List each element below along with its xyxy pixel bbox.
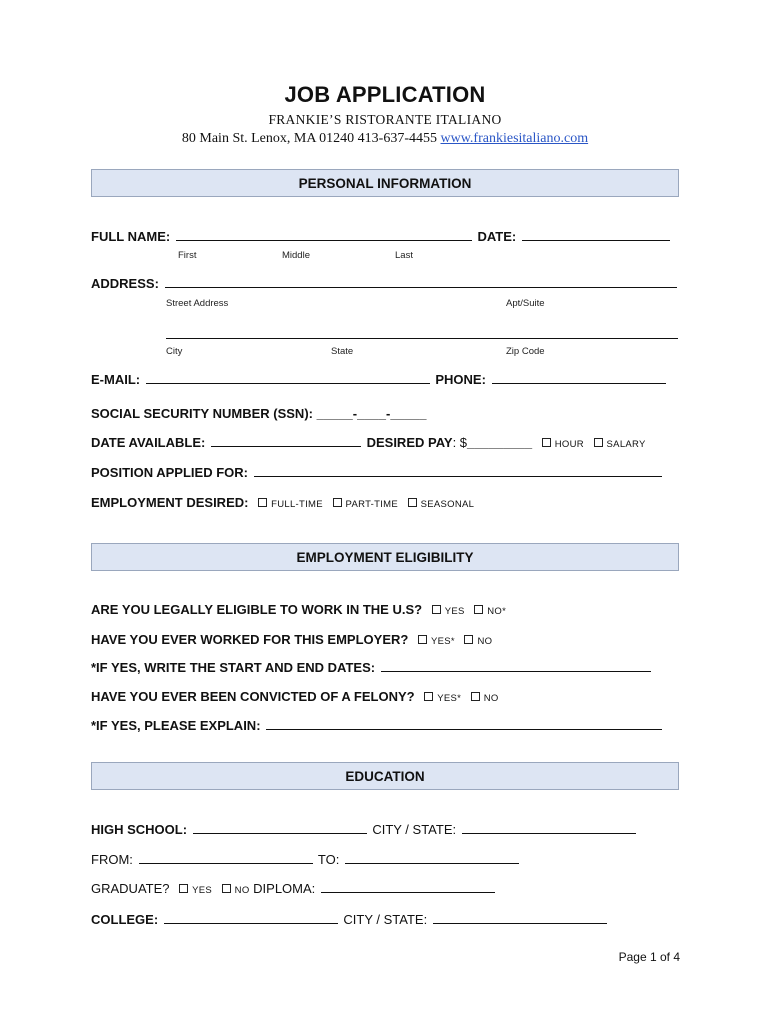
email-row [91, 372, 668, 387]
phone-field[interactable] [492, 372, 666, 384]
address-label: ADDRESS: [91, 276, 159, 291]
full-time-checkbox[interactable] [258, 498, 267, 507]
college-field[interactable] [164, 912, 338, 924]
full-name-row [91, 229, 672, 244]
email-field[interactable] [146, 372, 430, 384]
graduate-row [91, 881, 497, 896]
seasonal-checkbox[interactable] [408, 498, 417, 507]
felony-yes-checkbox[interactable] [424, 692, 433, 701]
date-field[interactable] [522, 229, 670, 241]
start-end-dates-field[interactable] [381, 660, 651, 672]
felony-yes-option: YES* [437, 693, 462, 704]
worked-no-option: NO [477, 636, 493, 647]
worked-before-question: HAVE YOU EVER WORKED FOR THIS EMPLOYER? [91, 632, 409, 647]
zip-caption: Zip Code [506, 346, 545, 357]
address-row [91, 276, 679, 291]
high-school-row [91, 822, 638, 837]
diploma-field[interactable] [321, 881, 495, 893]
employment-desired-row [91, 495, 474, 510]
graduate-no-option: NO [234, 885, 250, 896]
from-to-row [91, 852, 521, 867]
high-school-field[interactable] [193, 822, 367, 834]
eligibility-q5-row [91, 718, 664, 733]
diploma-label: DIPLOMA: [253, 881, 316, 896]
college-city-state-label: CITY / STATE: [343, 912, 428, 927]
eligible-yes-checkbox[interactable] [432, 605, 441, 614]
eligibility-q1-row [91, 602, 506, 617]
part-time-option: PART-TIME [345, 499, 399, 510]
website-link[interactable]: www.frankiesitaliano.com [440, 131, 589, 146]
to-field[interactable] [345, 852, 519, 864]
full-time-option: FULL-TIME [271, 499, 323, 510]
street-caption: Street Address [166, 298, 229, 309]
street-address-field[interactable] [165, 276, 677, 288]
eligible-no-option: NO* [487, 606, 507, 617]
college-label: COLLEGE: [91, 912, 159, 927]
eligibility-q2-row [91, 632, 492, 647]
hour-checkbox[interactable] [542, 438, 551, 447]
company-address [0, 131, 770, 147]
date-available-label: DATE AVAILABLE: [91, 435, 206, 450]
email-label: E-MAIL: [91, 372, 141, 387]
middle-name-caption: Middle [282, 250, 310, 261]
position-field[interactable] [254, 465, 662, 477]
section-personal-information: PERSONAL INFORMATION [91, 169, 679, 197]
part-time-checkbox[interactable] [333, 498, 342, 507]
graduate-label: GRADUATE? [91, 881, 170, 896]
section-education: EDUCATION [91, 762, 679, 790]
salary-option: SALARY [606, 439, 646, 450]
eligible-yes-option: YES [444, 606, 465, 617]
page-title: JOB APPLICATION [284, 82, 486, 107]
last-name-caption: Last [395, 250, 413, 261]
felony-no-option: NO [483, 693, 499, 704]
college-row [91, 912, 609, 927]
worked-yes-checkbox[interactable] [418, 635, 427, 644]
position-label: POSITION APPLIED FOR: [91, 465, 248, 480]
page-number: Page 1 of 4 [618, 950, 680, 964]
graduate-yes-checkbox[interactable] [179, 884, 188, 893]
full-name-label: FULL NAME: [91, 229, 171, 244]
legally-eligible-question: ARE YOU LEGALLY ELIGIBLE TO WORK IN THE U.S? [91, 602, 423, 617]
felony-question: HAVE YOU EVER BEEN CONVICTED OF A FELONY? [91, 689, 415, 704]
date-available-field[interactable] [211, 435, 361, 447]
phone-label: PHONE: [435, 372, 486, 387]
desired-pay-label: DESIRED PAY [366, 435, 453, 450]
graduate-no-checkbox[interactable] [222, 884, 231, 893]
to-label: TO: [317, 852, 340, 867]
availability-row [91, 435, 646, 450]
ssn-field[interactable]: _____-____-_____ [316, 406, 427, 421]
felony-no-checkbox[interactable] [471, 692, 480, 701]
hs-city-state-field[interactable] [462, 822, 636, 834]
worked-yes-option: YES* [430, 636, 455, 647]
state-caption: State [331, 346, 354, 357]
from-field[interactable] [139, 852, 313, 864]
ssn-row [91, 406, 427, 421]
eligibility-q3-row [91, 660, 653, 675]
college-city-state-field[interactable] [433, 912, 607, 924]
salary-checkbox[interactable] [594, 438, 603, 447]
company-name: FRANKIE’S RISTORANTE ITALIANO [268, 112, 502, 127]
position-row [91, 465, 664, 480]
explain-field[interactable] [266, 718, 662, 730]
worked-no-checkbox[interactable] [464, 635, 473, 644]
desired-pay-field[interactable]: _________ [467, 435, 533, 450]
start-end-dates-label: *IF YES, WRITE THE START AND END DATES: [91, 660, 376, 675]
graduate-yes-option: YES [192, 885, 213, 896]
address-text: 80 Main St. Lenox, MA 01240 413-637-4455 [181, 131, 437, 146]
eligible-no-checkbox[interactable] [474, 605, 483, 614]
first-name-caption: First [178, 250, 197, 261]
city-state-zip-field[interactable] [166, 327, 678, 339]
apt-caption: Apt/Suite [506, 298, 545, 309]
hs-city-state-label: CITY / STATE: [372, 822, 457, 837]
desired-pay-colon: : $ [452, 435, 468, 450]
from-label: FROM: [91, 852, 133, 867]
high-school-label: HIGH SCHOOL: [91, 822, 188, 837]
city-caption: City [166, 346, 183, 357]
ssn-label: SOCIAL SECURITY NUMBER (SSN): [91, 406, 313, 421]
section-employment-eligibility: EMPLOYMENT ELIGIBILITY [91, 543, 679, 571]
date-label: DATE: [477, 229, 517, 244]
full-name-field[interactable] [176, 229, 472, 241]
explain-label: *IF YES, PLEASE EXPLAIN: [91, 718, 261, 733]
employment-desired-label: EMPLOYMENT DESIRED: [91, 495, 249, 510]
hour-option: HOUR [554, 439, 584, 450]
seasonal-option: SEASONAL [420, 499, 475, 510]
eligibility-q4-row [91, 689, 499, 704]
